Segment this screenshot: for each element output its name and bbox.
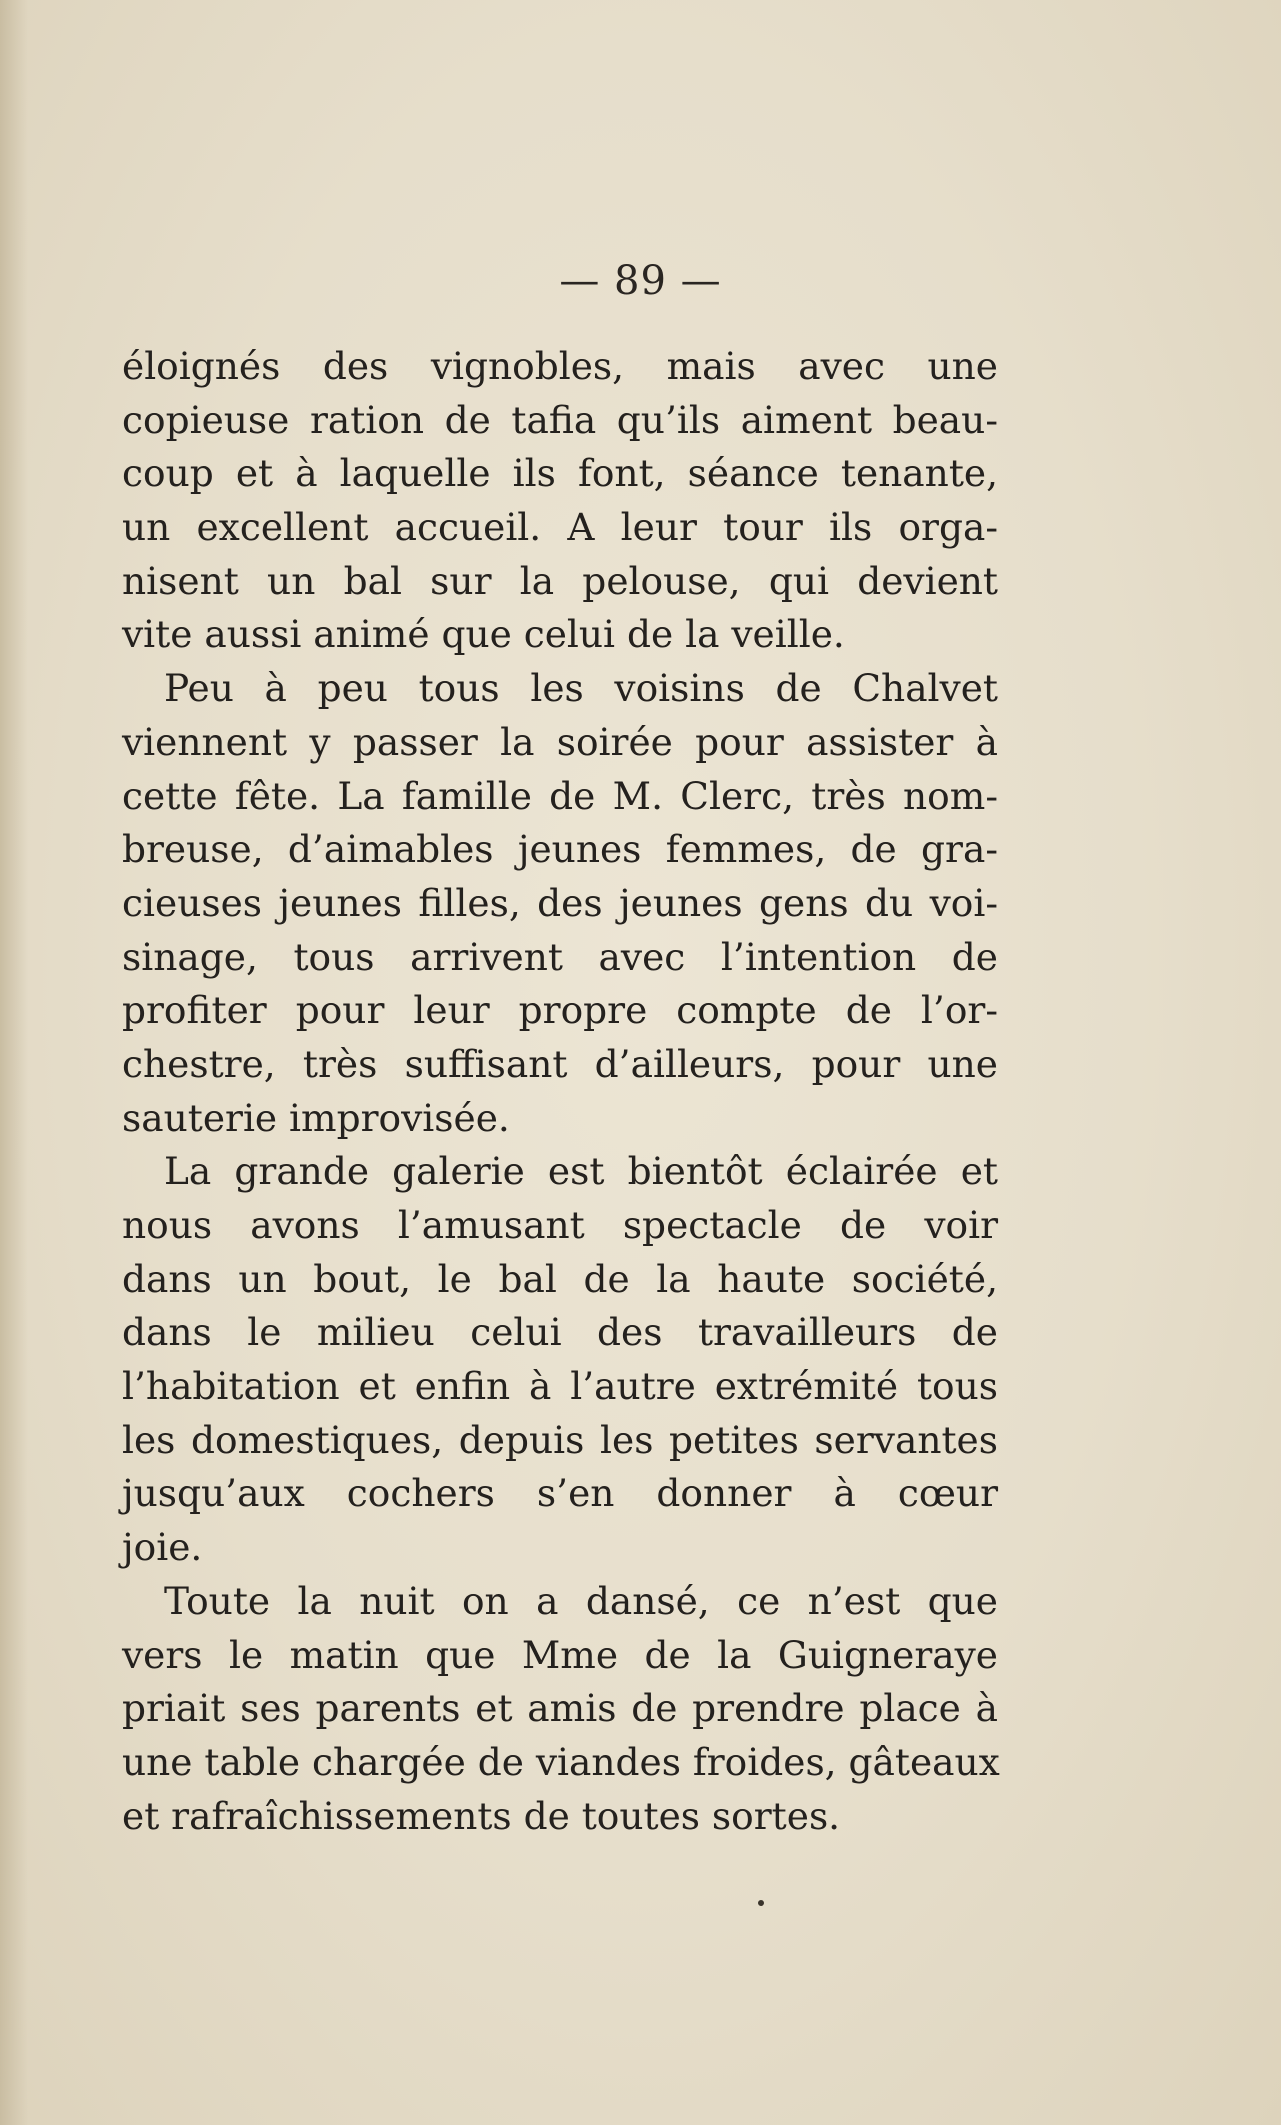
text-line: sauterie improvisée. <box>122 1095 510 1140</box>
text-line: Peu à peu tous les voisins de Chalvet <box>164 666 998 711</box>
text-line: viennent y passer la soirée pour assister à <box>122 719 998 764</box>
page-gutter-shadow <box>0 0 28 2125</box>
text-line: joie. <box>122 1525 203 1570</box>
text-line: copieuse ration de tafia qu’ils aiment beau- <box>122 397 998 442</box>
text-line: chestre, très suffisant d’ailleurs, pour une <box>122 1041 998 1086</box>
text-line: cette fête. La famille de M. Clerc, très nom- <box>122 773 998 818</box>
text-line: jusqu’aux cochers s’en donner à cœur <box>122 1471 998 1516</box>
text-line: et rafraîchissements de toutes sortes. <box>122 1793 841 1838</box>
ink-speck <box>758 1900 764 1906</box>
text-line: dans un bout, le bal de la haute société, <box>122 1256 998 1301</box>
text-line: breuse, d’aimables jeunes femmes, de gra- <box>122 827 998 872</box>
page-number: — 89 — <box>559 258 722 304</box>
text-line: dans le milieu celui des travailleurs de <box>122 1310 998 1355</box>
body-text <box>122 340 998 1843</box>
text-line: un excellent accueil. A leur tour ils orga- <box>122 505 998 550</box>
text-line: profiter pour leur propre compte de l’or- <box>122 988 998 1033</box>
text-line: nous avons l’amusant spectacle de voir <box>122 1203 998 1247</box>
text-line: éloignés des vignobles, mais avec une <box>122 344 998 388</box>
text-line: coup et à laquelle ils font, séance tenante, <box>122 451 998 496</box>
text-line: une table chargée de viandes froides, gâteaux <box>122 1739 1000 1784</box>
text-line: sinage, tous arrivent avec l’intention de <box>122 934 998 979</box>
text-line: vite aussi animé que celui de la veille. <box>122 612 845 657</box>
text-line: vers le matin que Mme de la Guigneraye <box>122 1632 998 1677</box>
text-line: cieuses jeunes filles, des jeunes gens du voi- <box>122 880 998 925</box>
text-line: les domestiques, depuis les petites servantes <box>122 1417 998 1462</box>
text-line: Toute la nuit on a dansé, ce n’est que <box>164 1578 998 1623</box>
text-line: priait ses parents et amis de prendre place à <box>122 1686 998 1731</box>
text-line: nisent un bal sur la pelouse, qui devient <box>122 558 998 603</box>
text-line: l’habitation et enfin à l’autre extrémité tous <box>122 1364 998 1409</box>
text-line: La grande galerie est bientôt éclairée et <box>164 1149 998 1194</box>
